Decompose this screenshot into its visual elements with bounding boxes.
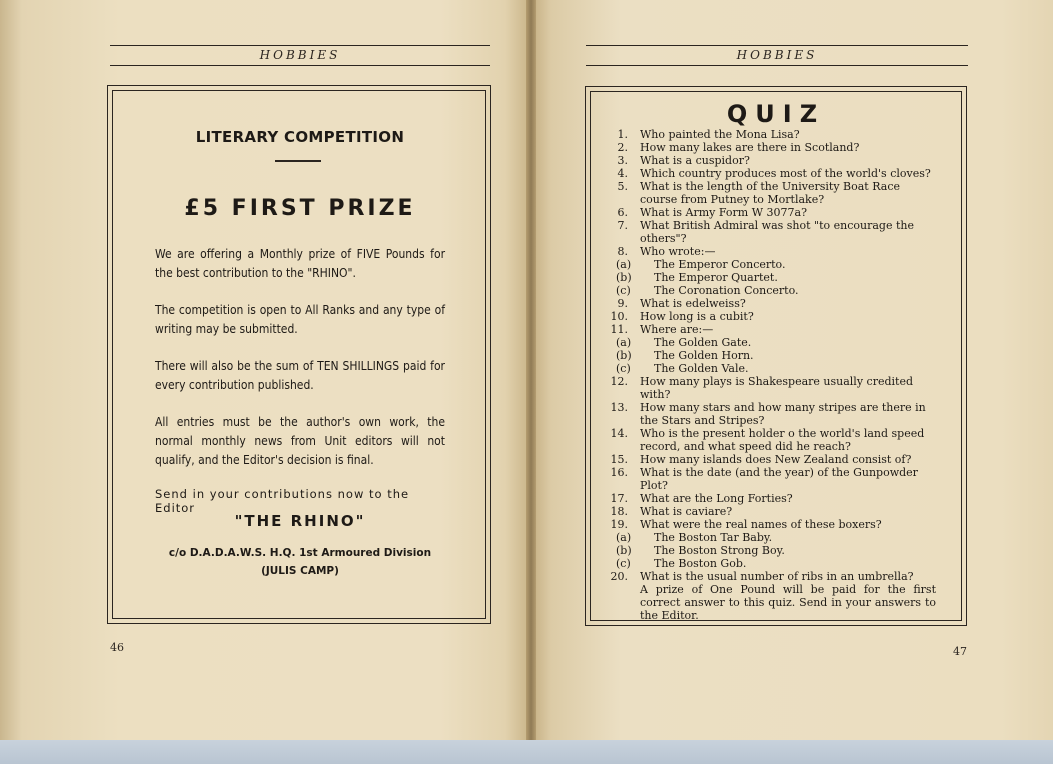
gutter: [526, 0, 536, 740]
header-rule-bottom-left: [110, 65, 490, 66]
page-number-left: 46: [110, 641, 124, 654]
sub-item-letter: (c): [616, 284, 631, 297]
sub-item-text: The Boston Tar Baby.: [654, 531, 773, 544]
competition-frame-inner: [112, 90, 486, 619]
paragraph-rules: All entries must be the author's own work, the normal monthly news from Unit editors will not qualify, and the Editor's decision is final.: [155, 415, 445, 467]
quiz-sub-item: [606, 362, 936, 375]
quiz-question: [606, 466, 936, 492]
question-text: What is a cuspidor?: [640, 154, 750, 167]
question-text: How many islands does New Zealand consist of?: [640, 453, 912, 466]
question-number: 1.: [617, 128, 628, 141]
question-text: Where are:—: [640, 323, 714, 336]
title-underline: [275, 160, 321, 162]
question-text: What British Admiral was shot "to encourage the others"?: [640, 219, 914, 245]
sub-item-text: The Coronation Concerto.: [654, 284, 799, 297]
quiz-question: [606, 453, 936, 466]
sub-item-letter: (c): [616, 362, 631, 375]
question-text: Who painted the Mona Lisa?: [640, 128, 800, 141]
question-number: 2.: [617, 141, 628, 154]
question-text: How many stars and how many stripes are there in the Stars and Stripes?: [640, 401, 926, 427]
question-number: 20.: [610, 570, 628, 583]
question-number: 9.: [617, 297, 628, 310]
editor-address: [110, 544, 490, 580]
question-number: 17.: [610, 492, 628, 505]
quiz-question: [606, 375, 936, 401]
question-number: 19.: [610, 518, 628, 531]
sub-item-text: The Golden Gate.: [654, 336, 752, 349]
quiz-question: [606, 401, 936, 427]
quiz-closing-note: A prize of One Pound will be paid for the first correct answer to this quiz. Send in your answers to the Editor.: [640, 583, 936, 622]
sub-item-letter: (c): [616, 557, 631, 570]
running-head-right: HOBBIES: [736, 48, 818, 62]
question-number: 18.: [610, 505, 628, 518]
competition-title: LITERARY COMPETITION: [195, 128, 405, 146]
quiz-question: [606, 505, 936, 518]
sub-item-text: The Boston Strong Boy.: [654, 544, 785, 557]
question-text: How many plays is Shakespeare usually credited with?: [640, 375, 913, 401]
quiz-title: QUIZ: [726, 100, 826, 128]
send-contributions-line: Send in your contributions now to the Editor: [155, 487, 410, 515]
question-text: Which country produces most of the world's cloves?: [640, 167, 931, 180]
rhino-title: "THE RHINO": [234, 512, 366, 530]
quiz-sub-item: [606, 544, 936, 557]
quiz-question: [606, 167, 936, 180]
quiz-question-list: [606, 128, 936, 622]
sub-item-text: The Emperor Quartet.: [654, 271, 778, 284]
quiz-sub-item: [606, 271, 936, 284]
quiz-question: [606, 219, 936, 245]
header-rule-top-left: [110, 45, 490, 46]
quiz-question: [606, 297, 936, 310]
question-number: 16.: [610, 466, 628, 479]
sub-item-text: The Golden Vale.: [654, 362, 749, 375]
question-text: What is caviare?: [640, 505, 733, 518]
question-number: 10.: [610, 310, 628, 323]
quiz-question: [606, 492, 936, 505]
question-number: 5.: [617, 180, 628, 193]
quiz-sub-item: [606, 258, 936, 271]
question-text: Who wrote:—: [640, 245, 716, 258]
quiz-question: [606, 128, 936, 141]
question-text: What were the real names of these boxers?: [640, 518, 882, 531]
sub-item-letter: (a): [616, 336, 632, 349]
quiz-question: [606, 323, 936, 336]
question-text: What is Army Form W 3077a?: [640, 206, 807, 219]
address-line-2: (JULIS CAMP): [261, 565, 339, 577]
header-rule-top-right: [586, 45, 968, 46]
sub-item-text: The Emperor Concerto.: [654, 258, 786, 271]
quiz-question: [606, 141, 936, 154]
quiz-sub-item: [606, 557, 936, 570]
question-text: What is the usual number of ribs in an umbrella?: [640, 570, 914, 583]
question-number: 8.: [617, 245, 628, 258]
question-text: What are the Long Forties?: [640, 492, 793, 505]
sub-item-text: The Golden Horn.: [654, 349, 754, 362]
quiz-question: [606, 245, 936, 258]
scanner-bed-strip: [0, 740, 1053, 764]
quiz-question: [606, 570, 936, 583]
question-text: Who is the present holder o the world's land speed record, and what speed did he reach?: [640, 427, 925, 453]
question-number: 11.: [610, 323, 628, 336]
quiz-sub-item: [606, 284, 936, 297]
quiz-question: [606, 310, 936, 323]
sub-item-letter: (a): [616, 258, 632, 271]
question-text: How long is a cubit?: [640, 310, 754, 323]
sub-item-letter: (b): [616, 271, 632, 284]
running-head-left: HOBBIES: [259, 48, 341, 62]
question-number: 6.: [617, 206, 628, 219]
quiz-sub-item: [606, 336, 936, 349]
sub-item-text: The Boston Gob.: [654, 557, 747, 570]
paragraph-monthly-prize: We are offering a Monthly prize of FIVE Pounds for the best contribution to the "RHINO".: [155, 247, 445, 280]
quiz-question: [606, 518, 936, 531]
question-number: 12.: [610, 375, 628, 388]
question-text: What is the date (and the year) of the Gunpowder Plot?: [640, 466, 918, 492]
page-number-right: 47: [953, 645, 967, 658]
question-text: What is edelweiss?: [640, 297, 746, 310]
question-number: 4.: [617, 167, 628, 180]
quiz-sub-item: [606, 531, 936, 544]
question-text: How many lakes are there in Scotland?: [640, 141, 860, 154]
sub-item-letter: (b): [616, 349, 632, 362]
question-number: 15.: [610, 453, 628, 466]
quiz-question: [606, 206, 936, 219]
first-prize-heading: £5 FIRST PRIZE: [184, 196, 416, 221]
address-line-1: c/o D.A.D.A.W.S. H.Q. 1st Armoured Division: [168, 547, 432, 559]
quiz-question: [606, 180, 936, 206]
question-text: What is the length of the University Boat Race course from Putney to Mortlake?: [640, 180, 900, 206]
quiz-sub-item: [606, 349, 936, 362]
paragraph-open-to-all: The competition is open to All Ranks and any type of writing may be submitted.: [155, 303, 445, 336]
question-number: 14.: [610, 427, 628, 440]
sub-item-letter: (a): [616, 531, 632, 544]
paragraph-ten-shillings: There will also be the sum of TEN SHILLINGS paid for every contribution published.: [155, 359, 445, 392]
quiz-question: [606, 154, 936, 167]
question-number: 3.: [617, 154, 628, 167]
question-number: 7.: [617, 219, 628, 232]
header-rule-bottom-right: [586, 65, 968, 66]
quiz-question: [606, 427, 936, 453]
sub-item-letter: (b): [616, 544, 632, 557]
question-number: 13.: [610, 401, 628, 414]
